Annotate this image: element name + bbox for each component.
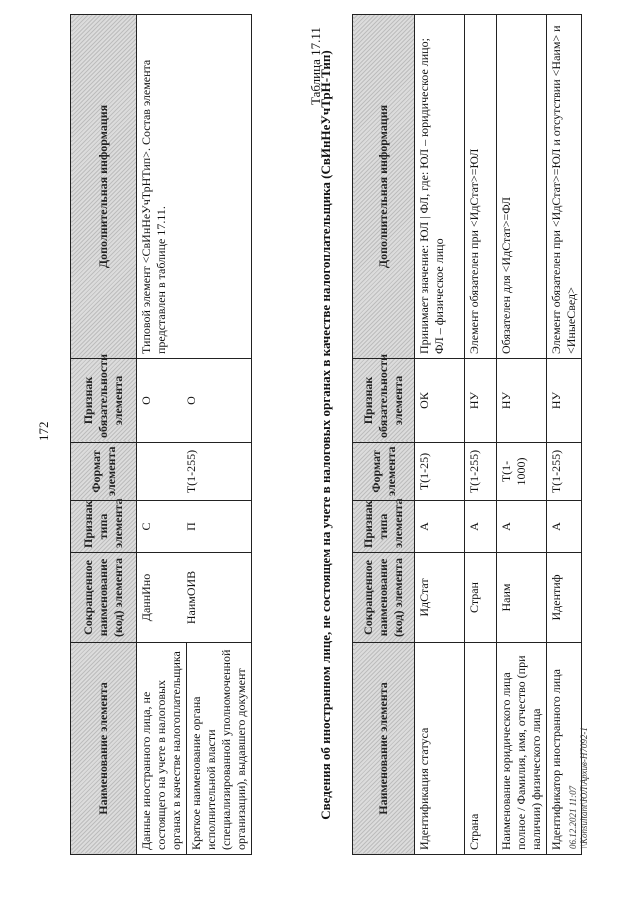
header-element-type: Признак типа элемента — [71, 501, 137, 553]
element-code: Стран — [465, 553, 497, 643]
element-name: Идентификатор иностранного лица — [547, 643, 582, 855]
element-required: О — [139, 396, 153, 405]
element-type: А — [465, 501, 497, 553]
additional-info: Типовой элемент <СвИнНеУчТрНТип>. Состав элемента представлен в таблице 17.11. — [139, 59, 168, 354]
header-element-name: Наименование элемента — [71, 643, 137, 855]
element-code: Идентиф — [547, 553, 582, 643]
element-format-cell — [137, 443, 252, 501]
header-element-code: Сокращенное наименование (код) элемента — [353, 553, 415, 643]
header-element-format: Формат элемента — [353, 443, 415, 501]
element-code: ИдСтат — [415, 553, 465, 643]
table-row — [415, 15, 465, 855]
element-required: НУ — [547, 359, 582, 443]
element-required: НУ — [465, 359, 497, 443]
element-required: НУ — [497, 359, 547, 443]
element-type-cell — [137, 501, 252, 553]
element-code-cell — [137, 553, 252, 643]
element-format: T(1-255) — [465, 443, 497, 501]
element-name: Страна — [465, 643, 497, 855]
header-additional-info: Дополнительная информация — [71, 15, 137, 359]
element-name-cell — [137, 643, 252, 855]
table-row — [497, 15, 547, 855]
element-code: Наим — [497, 553, 547, 643]
element-format: T(1-1000) — [497, 443, 547, 501]
additional-info: Обязателен для <ИдСтат>=ФЛ — [497, 15, 547, 359]
additional-info: Элемент обязателен при <ИдСтат>=ЮЛ — [465, 15, 497, 359]
header-element-required: Признак обязательности элемента — [71, 359, 137, 443]
element-required: ОК — [415, 359, 465, 443]
print-path: \\Konsultant\ЮЛ\Архив-Н7092-1 — [579, 727, 589, 849]
element-type: П — [184, 522, 198, 531]
element-format: T(1-25) — [415, 443, 465, 501]
table-header-row — [71, 15, 137, 855]
additional-info-cell — [137, 15, 252, 359]
element-name: Наименование юридического лица полное / Фамилия, имя, отчество (при наличии) физического лица — [497, 643, 547, 855]
element-table-17-11 — [352, 14, 582, 855]
element-code: НаимОИВ — [184, 570, 198, 625]
header-element-name: Наименование элемента — [353, 643, 415, 855]
header-element-code: Сокращенное наименование (код) элемента — [71, 553, 137, 643]
table-row — [137, 15, 252, 855]
element-format: T(1-255) — [547, 443, 582, 501]
table-row — [465, 15, 497, 855]
element-format: T(1-255) — [184, 449, 198, 494]
element-table-continued — [70, 14, 252, 855]
element-type: А — [497, 501, 547, 553]
element-required-cell — [137, 359, 252, 443]
element-type: С — [139, 522, 153, 531]
element-type: А — [415, 501, 465, 553]
header-element-format: Формат элемента — [71, 443, 137, 501]
page-number: 172 — [36, 421, 51, 441]
table-header-row — [353, 15, 415, 855]
element-name: Данные иностранного лица, не состоящего на учете в налоговых органах в качестве налогоплательщика — [139, 651, 183, 850]
table-label: Таблица 17.11 — [308, 27, 323, 105]
header-additional-info: Дополнительная информация — [353, 15, 415, 359]
element-name: Краткое наименование органа исполнительной власти (специализированной уполномоченной организации), выдавшего документ — [186, 643, 249, 854]
header-element-required: Признак обязательности элемента — [353, 359, 415, 443]
element-required: О — [184, 396, 198, 405]
additional-info: Принимает значение: ЮЛ | ФЛ, где: ЮЛ – юридическое лицо; ФЛ – физическое лицо — [415, 15, 465, 359]
element-code: ДаннИно — [139, 573, 153, 622]
additional-info: Элемент обязателен при <ИдСтат>=ЮЛ и отсутствии <Наим> и <ИныеСвед> — [547, 15, 582, 359]
header-element-type: Признак типа элемента — [353, 501, 415, 553]
print-stamp — [568, 727, 590, 849]
element-name: Идентификация статуса — [415, 643, 465, 855]
element-type: А — [547, 501, 582, 553]
table-title: Сведения об иностранном лице, не состоящем на учете в налоговых органах в качестве налогоплательщика (СвИнНеУчТрН-Тип) — [318, 50, 333, 820]
print-date: 06.12.2021 11:07 — [568, 785, 578, 849]
